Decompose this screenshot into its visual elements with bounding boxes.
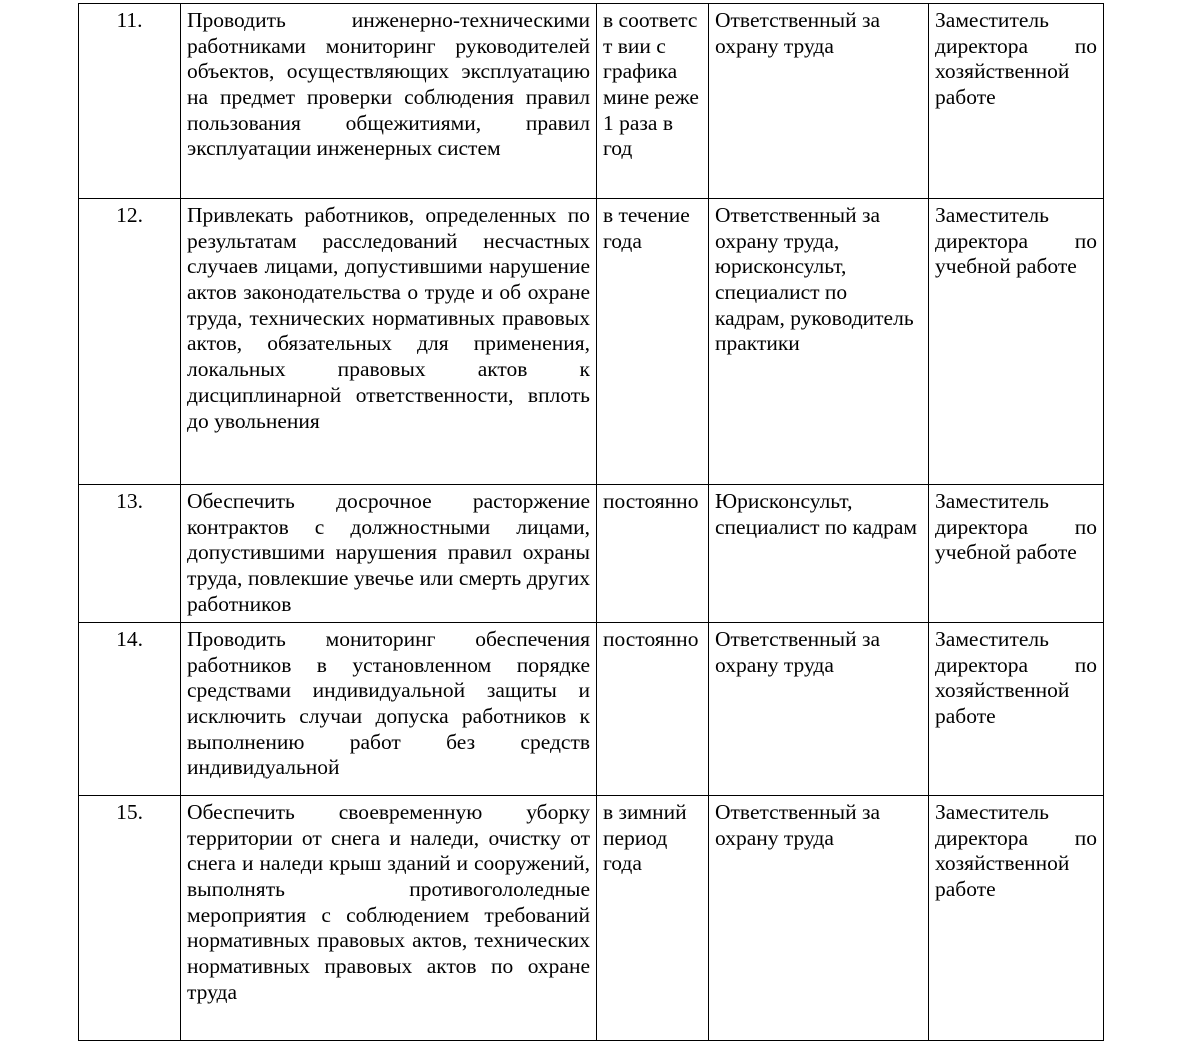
row-number-cell: 15. bbox=[79, 796, 181, 1041]
table-row bbox=[79, 4, 1104, 199]
measure-cell: Проводить инженерно-техническими работниками мониторинг руководителей объектов, осуществляющих эксплуатацию на предмет проверки соблюдения правил пользования общежитиями, правил эксплуатации инженерных систем bbox=[181, 4, 597, 199]
responsible-cell: Ответственный за охрану труда bbox=[709, 623, 929, 796]
term-cell: в зимний период года bbox=[597, 796, 709, 1041]
term-cell: постоянно bbox=[597, 485, 709, 623]
controller-cell: Заместитель директора по учебной работе bbox=[929, 199, 1104, 485]
row-number-cell: 11. bbox=[79, 4, 181, 199]
responsible-cell: Ответственный за охрану труда bbox=[709, 4, 929, 199]
table-row bbox=[79, 199, 1104, 485]
table-body bbox=[79, 4, 1104, 1041]
row-number-cell: 12. bbox=[79, 199, 181, 485]
table-row bbox=[79, 796, 1104, 1041]
term-cell: в течение года bbox=[597, 199, 709, 485]
measure-cell: Обеспечить своевременную уборку территории от снега и наледи, очистку от снега и наледи крыш зданий и сооружений, выполнять противогололедные мероприятия с соблюдением требований нормативных правовых актов, технических нормативных правовых актов по охране труда bbox=[181, 796, 597, 1041]
measures-table bbox=[78, 3, 1104, 1041]
responsible-cell: Юрисконсульт, специалист по кадрам bbox=[709, 485, 929, 623]
controller-cell: Заместитель директора по хозяйственной работе bbox=[929, 4, 1104, 199]
row-number-cell: 14. bbox=[79, 623, 181, 796]
responsible-cell: Ответственный за охрану труда, юрисконсульт, специалист по кадрам, руководитель практики bbox=[709, 199, 929, 485]
controller-cell: Заместитель директора по хозяйственной работе bbox=[929, 623, 1104, 796]
term-cell: в соответс т вии с графика мине реже 1 раза в год bbox=[597, 4, 709, 199]
table-row bbox=[79, 485, 1104, 623]
measure-cell: Привлекать работников, определенных по результатам расследований несчастных случаев лицами, допустившими нарушение актов законодательства о труде и об охране труда, технических нормативных правовых актов, обязательных для применения, локальных правовых актов к дисциплинарной ответственности, вплоть до увольнения bbox=[181, 199, 597, 485]
table-row bbox=[79, 623, 1104, 796]
term-cell: постоянно bbox=[597, 623, 709, 796]
controller-cell: Заместитель директора по хозяйственной работе bbox=[929, 796, 1104, 1041]
measure-cell: Проводить мониторинг обеспечения работников в установленном порядке средствами индивидуальной защиты и исключить случаи допуска работников к выполнению работ без средств индивидуальной bbox=[181, 623, 597, 796]
controller-cell: Заместитель директора по учебной работе bbox=[929, 485, 1104, 623]
measure-cell: Обеспечить досрочное расторжение контрактов с должностными лицами, допустившими нарушения правил охраны труда, повлекшие увечье или смерть других работников bbox=[181, 485, 597, 623]
row-number-cell: 13. bbox=[79, 485, 181, 623]
responsible-cell: Ответственный за охрану труда bbox=[709, 796, 929, 1041]
